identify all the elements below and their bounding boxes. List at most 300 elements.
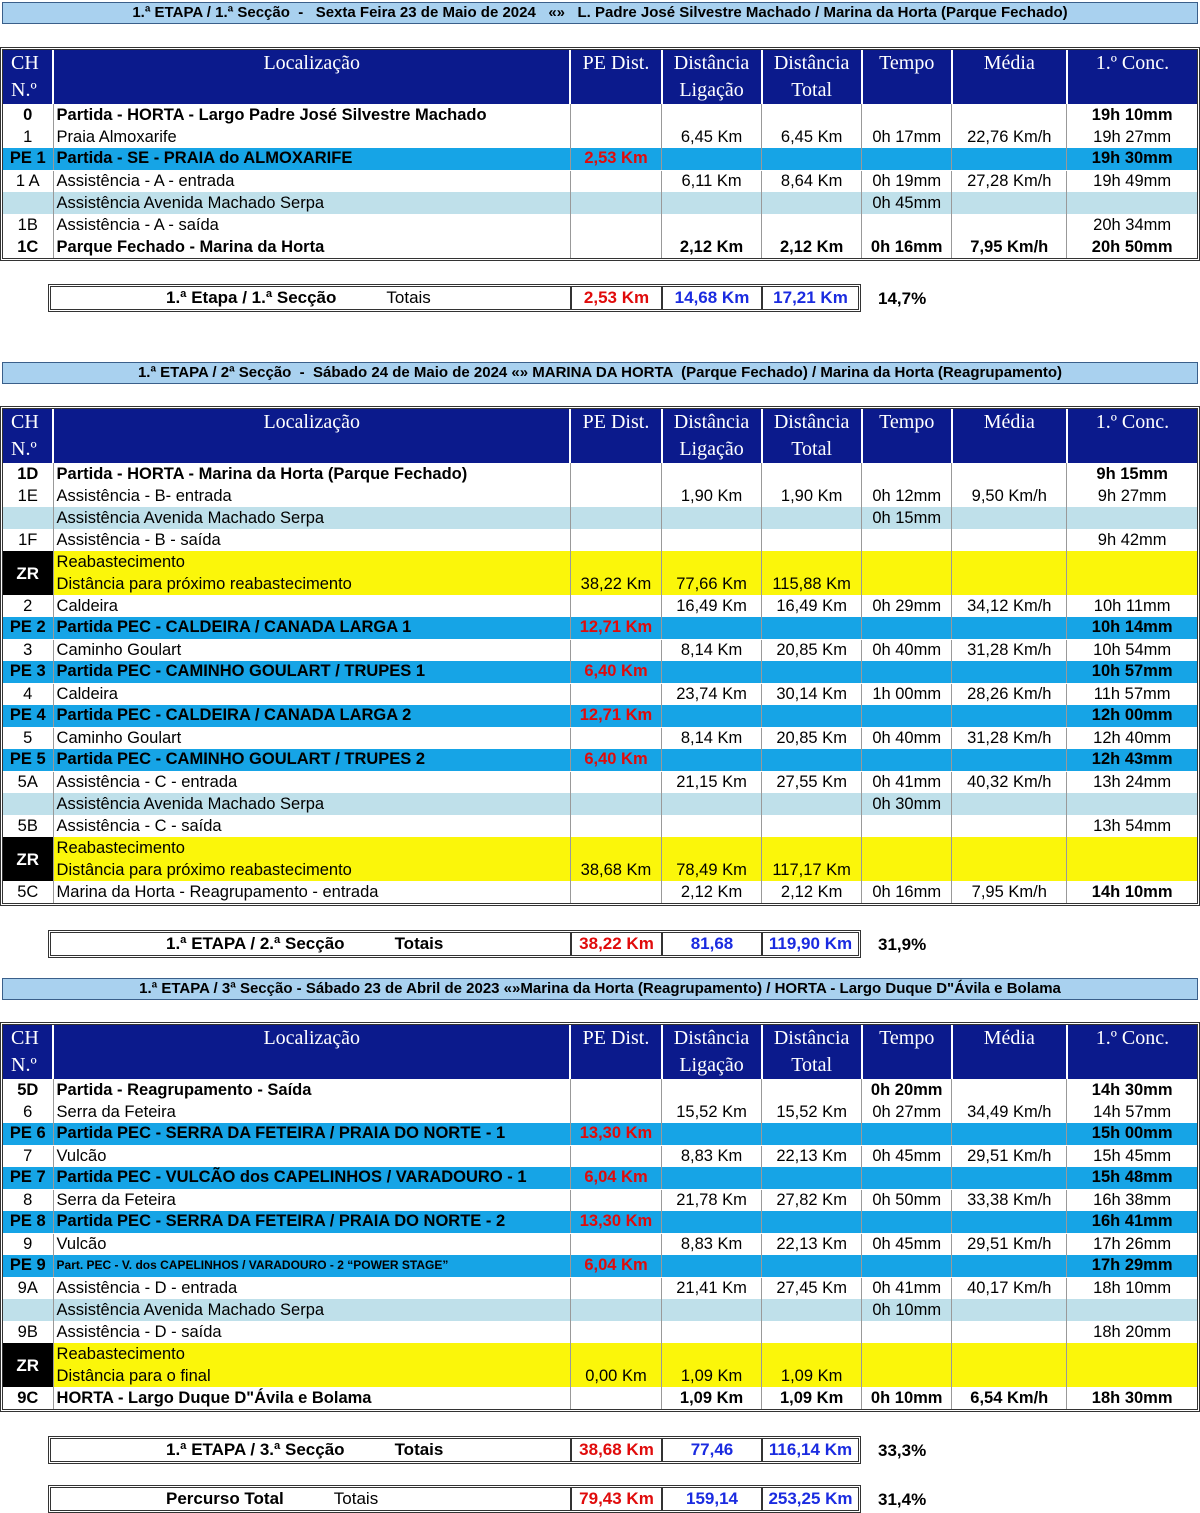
localizacao-cell: Assistência - A - entrada (53, 170, 570, 192)
totals-label-cell (51, 933, 571, 955)
conc-cell: 17h 29mm (1067, 1255, 1197, 1277)
tempo-cell (862, 1123, 952, 1145)
tempo-cell: 0h 41mm (862, 1277, 952, 1299)
control-row (3, 683, 1197, 705)
totals-box (48, 1436, 861, 1464)
ch-cell (3, 793, 53, 815)
distancia-ligacao-cell (662, 1321, 762, 1343)
ch-cell: 4 (3, 683, 53, 705)
pe-dist-cell (570, 771, 661, 793)
tempo-cell: 0h 27mm (862, 1101, 952, 1123)
distancia-ligacao-cell (662, 1123, 762, 1145)
tempo-cell: 0h 15mm (862, 507, 952, 529)
pe-dist-cell (570, 815, 661, 837)
ch-header-line: CH (11, 1027, 39, 1049)
conc-cell: 9h 27mm (1097, 486, 1167, 505)
media-cell (952, 573, 1067, 595)
totals-row (51, 933, 858, 955)
pe-dist-cell (570, 1145, 661, 1167)
media-cell (952, 815, 1067, 837)
totals-pe-dist: 38,22 Km (571, 933, 662, 955)
distancia-total-cell: 20,85 Km (762, 727, 862, 749)
distancia-total-cell: 1,09 Km (762, 1365, 862, 1387)
distancia-total-cell (762, 1255, 862, 1277)
media-cell (952, 1255, 1067, 1277)
distancia-ligacao-cell (662, 1299, 762, 1321)
media-cell: 29,51 Km/h (952, 1145, 1067, 1167)
tempo-cell: 0h 50mm (862, 1189, 952, 1211)
tempo-cell (862, 214, 952, 236)
pe-dist-cell (570, 881, 661, 903)
totals-distancia-ligacao: 81,68 (662, 933, 762, 955)
distancia-total-cell: 117,17 Km (762, 859, 862, 881)
localizacao-cell: Praia Almoxarife (53, 126, 570, 148)
localizacao-cell: Marina da Horta - Reagrupamento - entrada (53, 881, 570, 903)
ch-cell: 0 (3, 104, 53, 126)
ch-header-line: N.º (11, 1054, 37, 1076)
empty-cell (570, 551, 661, 573)
pe-dist-cell: 6,40 Km (570, 661, 661, 683)
conc-cell: 11h 57mm (1093, 684, 1171, 703)
pe-dist-cell (570, 1189, 661, 1211)
localizacao-cell: Assistência - B- entrada (53, 485, 570, 507)
distancia-ligacao-cell (662, 192, 762, 214)
empty-cell (952, 1343, 1067, 1365)
distancia-ligacao-cell (662, 1211, 762, 1233)
media-cell (952, 1365, 1067, 1387)
media-cell (952, 1321, 1067, 1343)
localizacao-cell: Partida PEC - SERRA DA FETEIRA / PRAIA DO NORTE - 2 (53, 1211, 570, 1233)
pe-dist-cell: 13,30 Km (570, 1123, 661, 1145)
ch-header (3, 1025, 53, 1079)
pe-dist-cell (570, 170, 661, 192)
localizacao-cell: Assistência Avenida Machado Serpa (53, 1299, 570, 1321)
ch-header-line: CH (11, 411, 39, 433)
localizacao-cell: Assistência - C - saída (53, 815, 570, 837)
pe-dist-cell (570, 485, 661, 507)
pe-dist-header (570, 1025, 661, 1079)
tempo-cell: 1h 00mm (862, 683, 952, 705)
distancia-ligacao-cell: 1,09 Km (662, 1387, 762, 1409)
pe-dist-cell (570, 1299, 661, 1321)
ch-cell: 1C (3, 236, 53, 258)
localizacao-cell: Assistência - B - saída (53, 529, 570, 551)
media-cell (952, 1123, 1067, 1145)
ch-cell: PE 8 (3, 1211, 53, 1233)
ch-cell: PE 9 (3, 1255, 53, 1277)
media-header (952, 409, 1067, 463)
conc-cell: 17h 26mm (1093, 1234, 1172, 1253)
header-row (3, 1025, 1197, 1079)
distancia-ligacao-cell: 23,74 Km (662, 683, 762, 705)
ch-cell: 1 A (3, 170, 53, 192)
pe-dist-header-line: PE Dist. (582, 1027, 650, 1049)
media-cell (952, 463, 1067, 485)
assistance-row (3, 793, 1197, 815)
tempo-cell (862, 749, 952, 771)
media-cell: 6,54 Km/h (952, 1387, 1067, 1409)
empty-cell (862, 837, 952, 859)
media-cell (952, 705, 1067, 727)
distancia-total-cell: 27,45 Km (762, 1277, 862, 1299)
totals-percentage: 31,9% (878, 935, 927, 954)
media-cell: 40,32 Km/h (952, 771, 1067, 793)
localizacao-header (53, 1025, 570, 1079)
control-row (3, 1145, 1197, 1167)
media-cell (952, 1299, 1067, 1321)
control-row (3, 595, 1197, 617)
pe-dist-cell (570, 1233, 661, 1255)
distancia-total-cell (762, 214, 862, 236)
pe-dist-header-line: PE Dist. (582, 52, 650, 74)
distancia-total-cell (762, 793, 862, 815)
distancia-ligacao-cell (662, 214, 762, 236)
distancia-ligacao-cell (662, 749, 762, 771)
localizacao-header-line: Localização (263, 411, 361, 433)
ch-cell: 1E (3, 485, 53, 507)
distancia-total-cell: 30,14 Km (762, 683, 862, 705)
ch-cell: 1D (3, 463, 53, 485)
pe-dist-cell: 2,53 Km (570, 148, 661, 170)
tempo-cell (862, 859, 952, 881)
refuel-row (3, 551, 1197, 573)
totals-pe-dist: 38,68 Km (571, 1439, 662, 1461)
empty-cell (570, 1343, 661, 1365)
conc-header-line: 1.º Conc. (1095, 411, 1170, 433)
conc-cell (1067, 573, 1197, 595)
totals-word: Totais (386, 288, 431, 307)
localizacao-cell: Assistência - D - entrada (53, 1277, 570, 1299)
refuel-row (3, 837, 1197, 859)
totals-word: Totais (394, 934, 444, 953)
tempo-cell (862, 148, 952, 170)
distancia-ligacao-cell: 8,14 Km (662, 639, 762, 661)
empty-cell (662, 1343, 762, 1365)
ch-cell: 5A (3, 771, 53, 793)
tempo-cell: 0h 41mm (862, 771, 952, 793)
distancia-total-cell (762, 1321, 862, 1343)
pe-dist-cell: 6,40 Km (570, 749, 661, 771)
media-cell: 7,95 Km/h (952, 236, 1067, 258)
distancia-total-cell (762, 1211, 862, 1233)
section-banner: 1.ª ETAPA / 1.ª Secção - Sexta Feira 23 de Maio de 2024 «» L. Padre José Silvestre Machado / Marina da Horta (Parque Fechado) (2, 2, 1198, 24)
conc-cell: 13h 54mm (1093, 816, 1172, 835)
control-row (3, 529, 1197, 551)
empty-cell (952, 837, 1067, 859)
distancia-total-cell: 115,88 Km (762, 573, 862, 595)
refuel-distance-row (3, 859, 1197, 881)
conc-cell: 19h 49mm (1093, 171, 1172, 190)
conc-cell (1067, 192, 1197, 214)
totals-distancia-total: 17,21 Km (773, 288, 848, 307)
conc-cell: 20h 34mm (1093, 215, 1172, 234)
conc-header-line: 1.º Conc. (1095, 1027, 1170, 1049)
localizacao-cell: Partida PEC - CAMINHO GOULART / TRUPES 2 (53, 749, 570, 771)
control-row (3, 1233, 1197, 1255)
distancia-ligacao-cell: 77,66 Km (662, 573, 762, 595)
refuel-label: Reabastecimento (53, 551, 570, 573)
distancia-total-cell: 2,12 Km (762, 236, 862, 258)
totals-distancia-total: 116,14 Km (768, 1440, 853, 1459)
ch-cell: 1B (3, 214, 53, 236)
conc-cell: 9h 15mm (1096, 464, 1168, 483)
ch-header-line: N.º (11, 79, 37, 101)
conc-cell: 18h 20mm (1093, 1322, 1172, 1341)
tempo-cell (862, 573, 952, 595)
localizacao-cell: Caldeira (53, 683, 570, 705)
tempo-header (862, 1025, 952, 1079)
media-cell (952, 104, 1067, 126)
refuel-label: Reabastecimento (53, 837, 570, 859)
ch-cell: 3 (3, 639, 53, 661)
distancia-ligacao-cell (662, 617, 762, 639)
conc-cell: 16h 38mm (1093, 1190, 1172, 1209)
empty-cell (762, 837, 862, 859)
media-cell (952, 1167, 1067, 1189)
refuel-distance-row (3, 1365, 1197, 1387)
distancia-ligacao-cell: 21,41 Km (662, 1277, 762, 1299)
media-cell (952, 793, 1067, 815)
ch-cell: 9B (3, 1321, 53, 1343)
localizacao-cell: Assistência - A - saída (53, 214, 570, 236)
pe-dist-header (570, 409, 661, 463)
distancia-ligacao-header-line: Ligação (679, 1054, 744, 1076)
conc-cell: 19h 30mm (1067, 148, 1197, 170)
localizacao-cell: Partida PEC - CALDEIRA / CANADA LARGA 1 (53, 617, 570, 639)
totals-box (48, 284, 861, 312)
tempo-cell: 0h 16mm (862, 236, 952, 258)
pe-dist-cell (570, 192, 661, 214)
localizacao-cell: Assistência Avenida Machado Serpa (53, 192, 570, 214)
totals-distancia-ligacao: 77,46 (662, 1439, 762, 1461)
pe-dist-header (570, 50, 661, 104)
media-cell: 9,50 Km/h (952, 485, 1067, 507)
distancia-ligacao-cell (662, 463, 762, 485)
distancia-total-cell (762, 661, 862, 683)
ch-cell: 6 (3, 1101, 53, 1123)
conc-cell: 14h 30mm (1091, 1080, 1173, 1099)
media-cell: 40,17 Km/h (952, 1277, 1067, 1299)
ch-cell: 7 (3, 1145, 53, 1167)
control-row (3, 639, 1197, 661)
distancia-total-cell (762, 463, 862, 485)
distancia-ligacao-header (662, 50, 762, 104)
special-stage-row (3, 1123, 1197, 1145)
localizacao-cell: Serra da Feteira (53, 1101, 570, 1123)
refuel-label: Reabastecimento (53, 1343, 570, 1365)
control-row (3, 1079, 1197, 1101)
tempo-cell: 0h 29mm (862, 595, 952, 617)
special-stage-row (3, 148, 1197, 170)
tempo-header (862, 50, 952, 104)
distancia-total-cell: 16,49 Km (762, 595, 862, 617)
tempo-cell (862, 529, 952, 551)
distancia-ligacao-cell: 21,78 Km (662, 1189, 762, 1211)
ch-cell: 1F (3, 529, 53, 551)
distancia-ligacao-cell (662, 793, 762, 815)
ch-cell (3, 1299, 53, 1321)
ch-cell (3, 507, 53, 529)
control-row (3, 1101, 1197, 1123)
special-stage-row (3, 617, 1197, 639)
pe-dist-header-line: PE Dist. (582, 411, 650, 433)
distancia-ligacao-cell: 6,11 Km (662, 170, 762, 192)
media-cell: 34,12 Km/h (952, 595, 1067, 617)
localizacao-cell: Partida PEC - CAMINHO GOULART / TRUPES 1 (53, 661, 570, 683)
conc-cell: 16h 41mm (1067, 1211, 1197, 1233)
tempo-cell: 0h 40mm (862, 727, 952, 749)
localizacao-cell: HORTA - Largo Duque D"Ávila e Bolama (53, 1387, 570, 1409)
localizacao-cell: Partida - Reagrupamento - Saída (53, 1079, 570, 1101)
control-row (3, 727, 1197, 749)
ch-cell: 9 (3, 1233, 53, 1255)
empty-cell (1067, 837, 1197, 859)
distancia-total-cell: 1,90 Km (762, 485, 862, 507)
ch-cell: 1 (3, 126, 53, 148)
distancia-total-cell: 27,82 Km (762, 1189, 862, 1211)
distancia-ligacao-cell (662, 529, 762, 551)
distancia-total-cell: 27,55 Km (762, 771, 862, 793)
media-cell: 7,95 Km/h (952, 881, 1067, 903)
refuel-row (3, 1343, 1197, 1365)
localizacao-cell: Assistência Avenida Machado Serpa (53, 793, 570, 815)
pe-dist-cell (570, 595, 661, 617)
distancia-total-cell: 6,45 Km (762, 126, 862, 148)
special-stage-row (3, 749, 1197, 771)
localizacao-header (53, 50, 570, 104)
localizacao-cell: Serra da Feteira (53, 1189, 570, 1211)
distancia-ligacao-cell (662, 661, 762, 683)
assistance-row (3, 507, 1197, 529)
tempo-cell: 0h 19mm (862, 170, 952, 192)
ch-cell: 9C (3, 1387, 53, 1409)
conc-cell: 20h 50mm (1091, 237, 1173, 256)
localizacao-cell: Partida - HORTA - Largo Padre José Silvestre Machado (53, 104, 570, 126)
distancia-total-cell: 2,12 Km (762, 881, 862, 903)
special-stage-row (3, 1167, 1197, 1189)
conc-cell: 12h 00mm (1067, 705, 1197, 727)
header-row (3, 409, 1197, 463)
localizacao-cell: Part. PEC - V. dos CAPELINHOS / VARADOURO - 2 “POWER STAGE” (53, 1255, 570, 1277)
pe-dist-cell (570, 1321, 661, 1343)
control-row (3, 104, 1197, 126)
section-table (0, 1022, 1200, 1412)
localizacao-cell: Assistência - D - saída (53, 1321, 570, 1343)
pe-dist-cell: 38,68 Km (570, 859, 661, 881)
empty-cell (862, 551, 952, 573)
media-cell: 22,76 Km/h (952, 126, 1067, 148)
distancia-total-cell (762, 815, 862, 837)
media-cell (952, 192, 1067, 214)
distancia-total-header (762, 50, 862, 104)
pe-dist-cell (570, 463, 661, 485)
totals-distancia-ligacao: 14,68 Km (662, 287, 762, 309)
ch-header-line: CH (11, 52, 39, 74)
distancia-ligacao-cell (662, 148, 762, 170)
zr-badge: ZR (3, 1343, 53, 1387)
tempo-cell: 0h 45mm (862, 192, 952, 214)
ch-header (3, 50, 53, 104)
distancia-total-header-line: Total (791, 1054, 833, 1076)
media-cell: 27,28 Km/h (952, 170, 1067, 192)
pe-dist-cell (570, 1387, 661, 1409)
distancia-ligacao-header-line: Distância (673, 52, 750, 74)
empty-cell (662, 551, 762, 573)
localizacao-header (53, 409, 570, 463)
section-banner: 1.ª ETAPA / 2ª Secção - Sábado 24 de Maio de 2024 «» MARINA DA HORTA (Parque Fechado) / Marina da Horta (Reagrupamento) (2, 362, 1198, 384)
control-row (3, 1387, 1197, 1409)
tempo-cell (862, 1365, 952, 1387)
conc-cell (1067, 507, 1197, 529)
conc-cell: 12h 43mm (1067, 749, 1197, 771)
ch-cell: 5 (3, 727, 53, 749)
ch-header-line: N.º (11, 438, 37, 460)
totals-row (51, 1488, 858, 1510)
refuel-distance-label: Distância para o final (53, 1365, 570, 1387)
conc-cell: 19h 10mm (1091, 105, 1173, 124)
conc-cell (1067, 1299, 1197, 1321)
media-header (952, 50, 1067, 104)
distancia-total-cell (762, 148, 862, 170)
distancia-total-cell (762, 1299, 862, 1321)
localizacao-cell: Caldeira (53, 595, 570, 617)
totals-label: 1.ª ETAPA / 3.ª Secção (166, 1440, 345, 1459)
conc-cell (1067, 793, 1197, 815)
totals-label: 1.ª ETAPA / 2.ª Secção (166, 934, 345, 953)
media-cell (952, 859, 1067, 881)
distancia-total-header-line: Distância (773, 1027, 850, 1049)
control-row (3, 1321, 1197, 1343)
empty-cell (662, 837, 762, 859)
localizacao-cell: Assistência - C - entrada (53, 771, 570, 793)
media-cell (952, 1079, 1067, 1101)
empty-cell (1067, 1343, 1197, 1365)
empty-cell (862, 1343, 952, 1365)
distancia-total-cell (762, 749, 862, 771)
localizacao-header-line: Localização (263, 1027, 361, 1049)
conc-header (1067, 1025, 1197, 1079)
pe-dist-cell: 0,00 Km (570, 1365, 661, 1387)
totals-label: 1.ª Etapa / 1.ª Secção (166, 288, 337, 307)
empty-cell (952, 551, 1067, 573)
header-row (3, 50, 1197, 104)
conc-cell: 10h 57mm (1067, 661, 1197, 683)
distancia-total-header-line: Distância (773, 411, 850, 433)
distancia-total-cell (762, 192, 862, 214)
pe-dist-cell (570, 639, 661, 661)
localizacao-cell: Caminho Goulart (53, 727, 570, 749)
totals-row (51, 287, 858, 309)
conc-cell: 10h 54mm (1093, 640, 1172, 659)
ch-cell: 8 (3, 1189, 53, 1211)
totals-label-cell (51, 287, 571, 309)
totals-pe-dist: 2,53 Km (571, 287, 662, 309)
special-stage-row (3, 1255, 1197, 1277)
totals-percentage: 14,7% (878, 289, 927, 308)
media-header-line: Média (983, 411, 1035, 433)
totals-distancia-total: 253,25 Km (768, 1489, 853, 1508)
ch-cell: 5C (3, 881, 53, 903)
totals-label: Percurso Total (166, 1489, 284, 1508)
tempo-cell (862, 1255, 952, 1277)
control-row (3, 214, 1197, 236)
pe-dist-cell (570, 126, 661, 148)
totals-distancia-ligacao: 159,14 (662, 1488, 762, 1510)
pe-dist-cell (570, 104, 661, 126)
ch-cell: 9A (3, 1277, 53, 1299)
pe-dist-cell (570, 1101, 661, 1123)
control-row (3, 485, 1197, 507)
